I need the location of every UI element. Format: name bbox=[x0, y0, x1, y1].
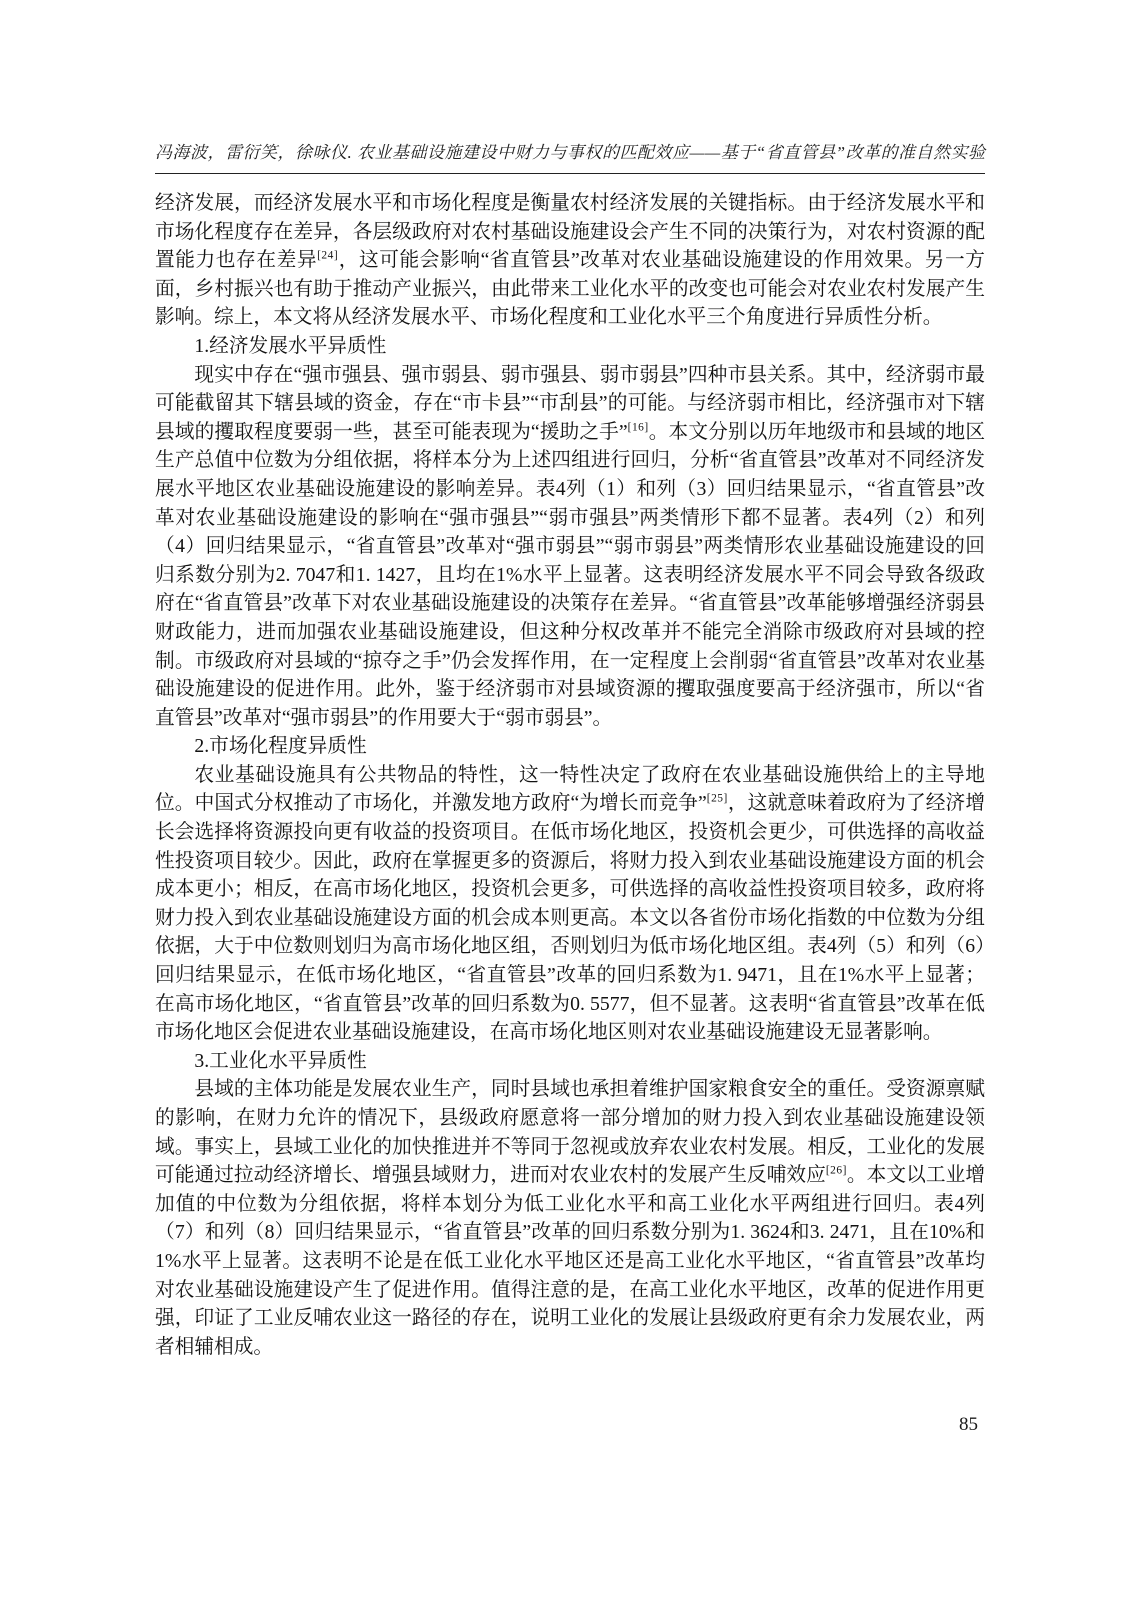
reference-superscript: [16] bbox=[627, 421, 649, 434]
paragraph: 农业基础设施具有公共物品的特性，这一特性决定了政府在农业基础设施供给上的主导地位。中国式分权推动了市场化，并激发地方政府“为增长而竞争”[25]，这就意味着政府为了经济增长会选择将资源投向更有收益的投资项目。在低市场化地区，投资机会更少，可供选择的高收益性投资项目较少。因此，政府在掌握更多的资源后，将财力投入到农业基础设施建设方面的机会成本更小；相反，在高市场化地区，投资机会更多，可供选择的高收益性投资项目较多，政府将财力投入到农业基础设施建设方面的机会成本则更高。本文以各省份市场化指数的中位数为分组依据，大于中位数则划归为高市场化地区组，否则划归为低市场化地区组。表4列（5）和列（6）回归结果显示，在低市场化地区，“省直管县”改革的回归系数为1. 9471，且在1%水平上显著；在高市场化地区，“省直管县”改革的回归系数为0. 5577，但不显著。这表明“省直管县”改革在低市场化地区会促进农业基础设施建设，在高市场化地区则对农业基础设施建设无显著影响。 bbox=[155, 763, 986, 1044]
reference-superscript: [25] bbox=[706, 792, 728, 805]
header-divider bbox=[155, 173, 985, 174]
reference-superscript: [24] bbox=[317, 249, 339, 262]
running-header: 冯海波，雷衍笑，徐咏仪. 农业基础设施建设中财力与事权的匹配效应——基于“省直管县”改革的准自然实验 bbox=[155, 143, 986, 162]
page-number: 85 bbox=[959, 1414, 978, 1435]
article-body bbox=[155, 189, 985, 1361]
paragraph: 经济发展，而经济发展水平和市场化程度是衡量农村经济发展的关键指标。由于经济发展水平和市场化程度存在差异，各层级政府对农村基础设施建设会产生不同的决策行为，对农村资源的配置能力也存在差异[24]，这可能会影响“省直管县”改革对农业基础设施建设的作用效果。另一方面，乡村振兴也有助于推动产业振兴，由此带来工业化水平的改变也可能会对农业农村发展产生影响。综上，本文将从经济发展水平、市场化程度和工业化水平三个角度进行异质性分析。 bbox=[155, 192, 985, 329]
page-content bbox=[155, 141, 985, 1361]
reference-superscript: [26] bbox=[825, 1164, 847, 1177]
section-heading: 2.市场化程度异质性 bbox=[194, 735, 367, 758]
paragraph: 现实中存在“强市强县、强市弱县、弱市强县、弱市弱县”四种市县关系。其中，经济弱市最可能截留其下辖县域的资金，存在“市卡县”“市刮县”的可能。与经济弱市相比，经济强市对下辖县域的攫取程度要弱一些，甚至可能表现为“援助之手”[16]。本文分别以历年地级市和县域的地区生产总值中位数为分组依据，将样本分为上述四组进行回归，分析“省直管县”改革对不同经济发展水平地区农业基础设施建设的影响差异。表4列（1）和列（3）回归结果显示，“省直管县”改革对农业基础设施建设的影响在“强市强县”“弱市强县”两类情形下都不显著。表4列（2）和列（4）回归结果显示，“省直管县”改革对“强市弱县”“弱市弱县”两类情形农业基础设施建设的回归系数分别为2. 7047和1. 1427，且均在1%水平上显著。这表明经济发展水平不同会导致各级政府在“省直管县”改革下对农业基础设施建设的决策存在差异。“省直管县”改革能够增强经济弱县财政能力，进而加强农业基础设施建设，但这种分权改革并不能完全消除市级政府对县域的控制。市级政府对县域的“掠夺之手”仍会发挥作用，在一定程度上会削弱“省直管县”改革对农业基础设施建设的促进作用。此外，鉴于经济弱市对县域资源的攫取强度要高于经济强市，所以“省直管县”改革对“强市弱县”的作用要大于“弱市弱县”。 bbox=[155, 363, 986, 729]
section-heading: 1.经济发展水平异质性 bbox=[194, 334, 387, 357]
paragraph: 县域的主体功能是发展农业生产，同时县域也承担着维护国家粮食安全的重任。受资源禀赋的影响，在财力允许的情况下，县级政府愿意将一部分增加的财力投入到农业基础设施建设领域。事实上，县域工业化的加快推进并不等同于忽视或放弃农业农村发展。相反，工业化的发展可能通过拉动经济增长、增强县域财力，进而对农业农村的发展产生反哺效应[26]。本文以工业增加值的中位数为分组依据，将样本划分为低工业化水平和高工业化水平两组进行回归。表4列（7）和列（8）回归结果显示，“省直管县”改革的回归系数分别为1. 3624和3. 2471，且在10%和1%水平上显著。这表明不论是在低工业化水平地区还是高工业化水平地区，“省直管县”改革均对农业基础设施建设产生了促进作用。值得注意的是，在高工业化水平地区，改革的促进作用更强，印证了工业反哺农业这一路径的存在，说明工业化的发展让县级政府更有余力发展农业，两者相辅相成。 bbox=[155, 1078, 986, 1358]
section-heading: 3.工业化水平异质性 bbox=[194, 1049, 367, 1072]
